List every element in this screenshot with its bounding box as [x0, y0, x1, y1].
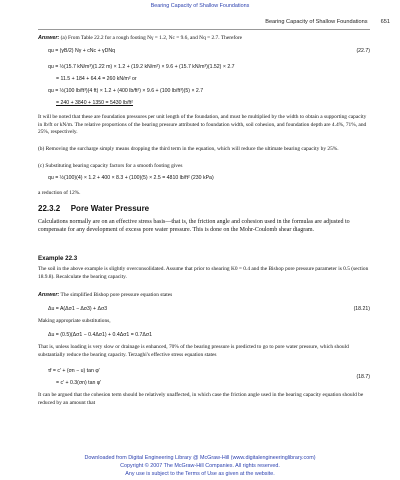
answer-2-paragraph: That is, unless loading is very slow or drainage is enhanced, 70% of the bearing pressure is predicted to go to pore water pressure, which should substantially reduce the bearing capacity. Terzaghi's effective stress equation states: [38, 344, 349, 358]
equation-si-line2: = 11.5 + 184 + 64.4 = 260 kN/m² or: [56, 76, 137, 82]
equation-bishop: Δu = A(Δσ1 − Δσ3) + Δσ3: [48, 306, 108, 312]
equation-us-line2: = 240 + 3840 + 1350 = 5430 lb/ft²: [56, 100, 134, 106]
footer-copyright: Copyright © 2007 The McGraw-Hill Companies. All rights reserved.: [120, 463, 280, 469]
answer-2-intro: [38, 292, 370, 300]
page-number: 651: [380, 19, 390, 25]
equation-c: qu = ½(100)(4) × 1.2 + 400 × 8.3 + (100)(5) × 2.5 = 4810 lb/ft² (230 kPa): [48, 175, 214, 181]
paragraph-c-result: a reduction of 12%.: [38, 190, 81, 196]
page-header: [265, 19, 390, 25]
section-heading: [38, 204, 149, 213]
answer-2-label: Answer:: [38, 292, 60, 298]
running-header-link[interactable]: Bearing Capacity of Shallow Foundations: [150, 3, 250, 9]
answer-2-last-paragraph: It can be argued that the cohesion term should be relatively unaffected, in which case the friction angle used in the bearing capacity equation should be reduced by an amount that: [38, 392, 364, 406]
equation-terzaghi-line1: τf = c′ + (σn − u) tan φ′: [48, 368, 100, 374]
paragraph-c: (c) Substituting bearing capacity factors for a smooth footing gives: [38, 163, 183, 169]
section-title: Pore Water Pressure: [70, 204, 150, 213]
example-text: The soil in the above example is slightly overconsolidated. Assume that prior to shearing K0 = 0.4 and the Bishop pore pressure parameter is 0.5 (section 18.9.8). Recalculate the bearing capacity.: [38, 266, 369, 280]
answer-2-substitution: Making appropriate substitutions,: [38, 318, 111, 324]
equation-terzaghi-number: (18.7): [356, 374, 370, 380]
paragraph-pore-pressure: Calculations normally are on an effective stress basis—that is, the friction angle and cohesion used in the formulas are adjusted to compensate for any development of excess pore water pressure. This is done on the Mohr-Coulomb shear diagram.: [38, 219, 350, 233]
equation-main-number: (22.7): [356, 48, 370, 54]
footer-download-link[interactable]: Downloaded from Digital Engineering Library @ McGraw-Hill (www.digitalengineeringlibrary.com): [84, 455, 316, 461]
paragraph-units: It will be noted that these are foundation pressures per unit length of the foundation, and must be multiplied by the width to obtain a supporting capacity in lb/ft or kN/m. The relative proportions of the bearing pressure attributed to foundation width, soil cohesion, and foundation depth are 4.4%, 71%, and 25%, respectively.: [38, 114, 367, 135]
equation-us-line1: qu = ½(100 lb/ft³)(4 ft) × 1.2 + (400 lb/ft²) × 9.6 + (100 lb/ft³)(5) × 2.7: [48, 88, 204, 94]
footer-terms-link[interactable]: Any use is subject to the Terms of Use as given at the website.: [125, 471, 275, 477]
paragraph-b: (b) Removing the surcharge simply means dropping the third term in the equation, which will reduce the ultimate bearing capacity by 25%.: [38, 146, 339, 152]
equation-substituted: Δu = (0.5)(Δσ1 − 0.4Δσ1) + 0.4Δσ1 = 0.7Δσ1: [48, 332, 152, 338]
equation-terzaghi-line2: = c′ + 0.3(σn) tan φ′: [56, 380, 102, 386]
header-title: Bearing Capacity of Shallow Foundations: [265, 19, 368, 25]
header-rule: [38, 29, 370, 30]
section-number: 22.3.2: [38, 204, 61, 213]
equation-main: qu = (γB/2) Nγ + cNc + γDNq: [48, 48, 116, 54]
answer-a-intro: [38, 35, 370, 43]
answer-a-text: (a) From Table 22.2 for a rough footing Nγ = 1.2, Nc = 9.6, and Nq = 2.7. Therefore: [60, 35, 243, 41]
equation-bishop-number: (18.21): [353, 306, 370, 312]
equation-si-line1: qu = ½(15.7 kN/m³)(1.22 m) × 1.2 + (19.2 kN/m²) × 9.6 + (15.7 kN/m³)(1.52) × 2.7: [48, 64, 235, 70]
example-title: Example 22.3: [38, 255, 78, 262]
answer-label: Answer:: [38, 35, 60, 41]
answer-2-text: The simplified Bishop pore pressure equation states: [60, 292, 173, 298]
